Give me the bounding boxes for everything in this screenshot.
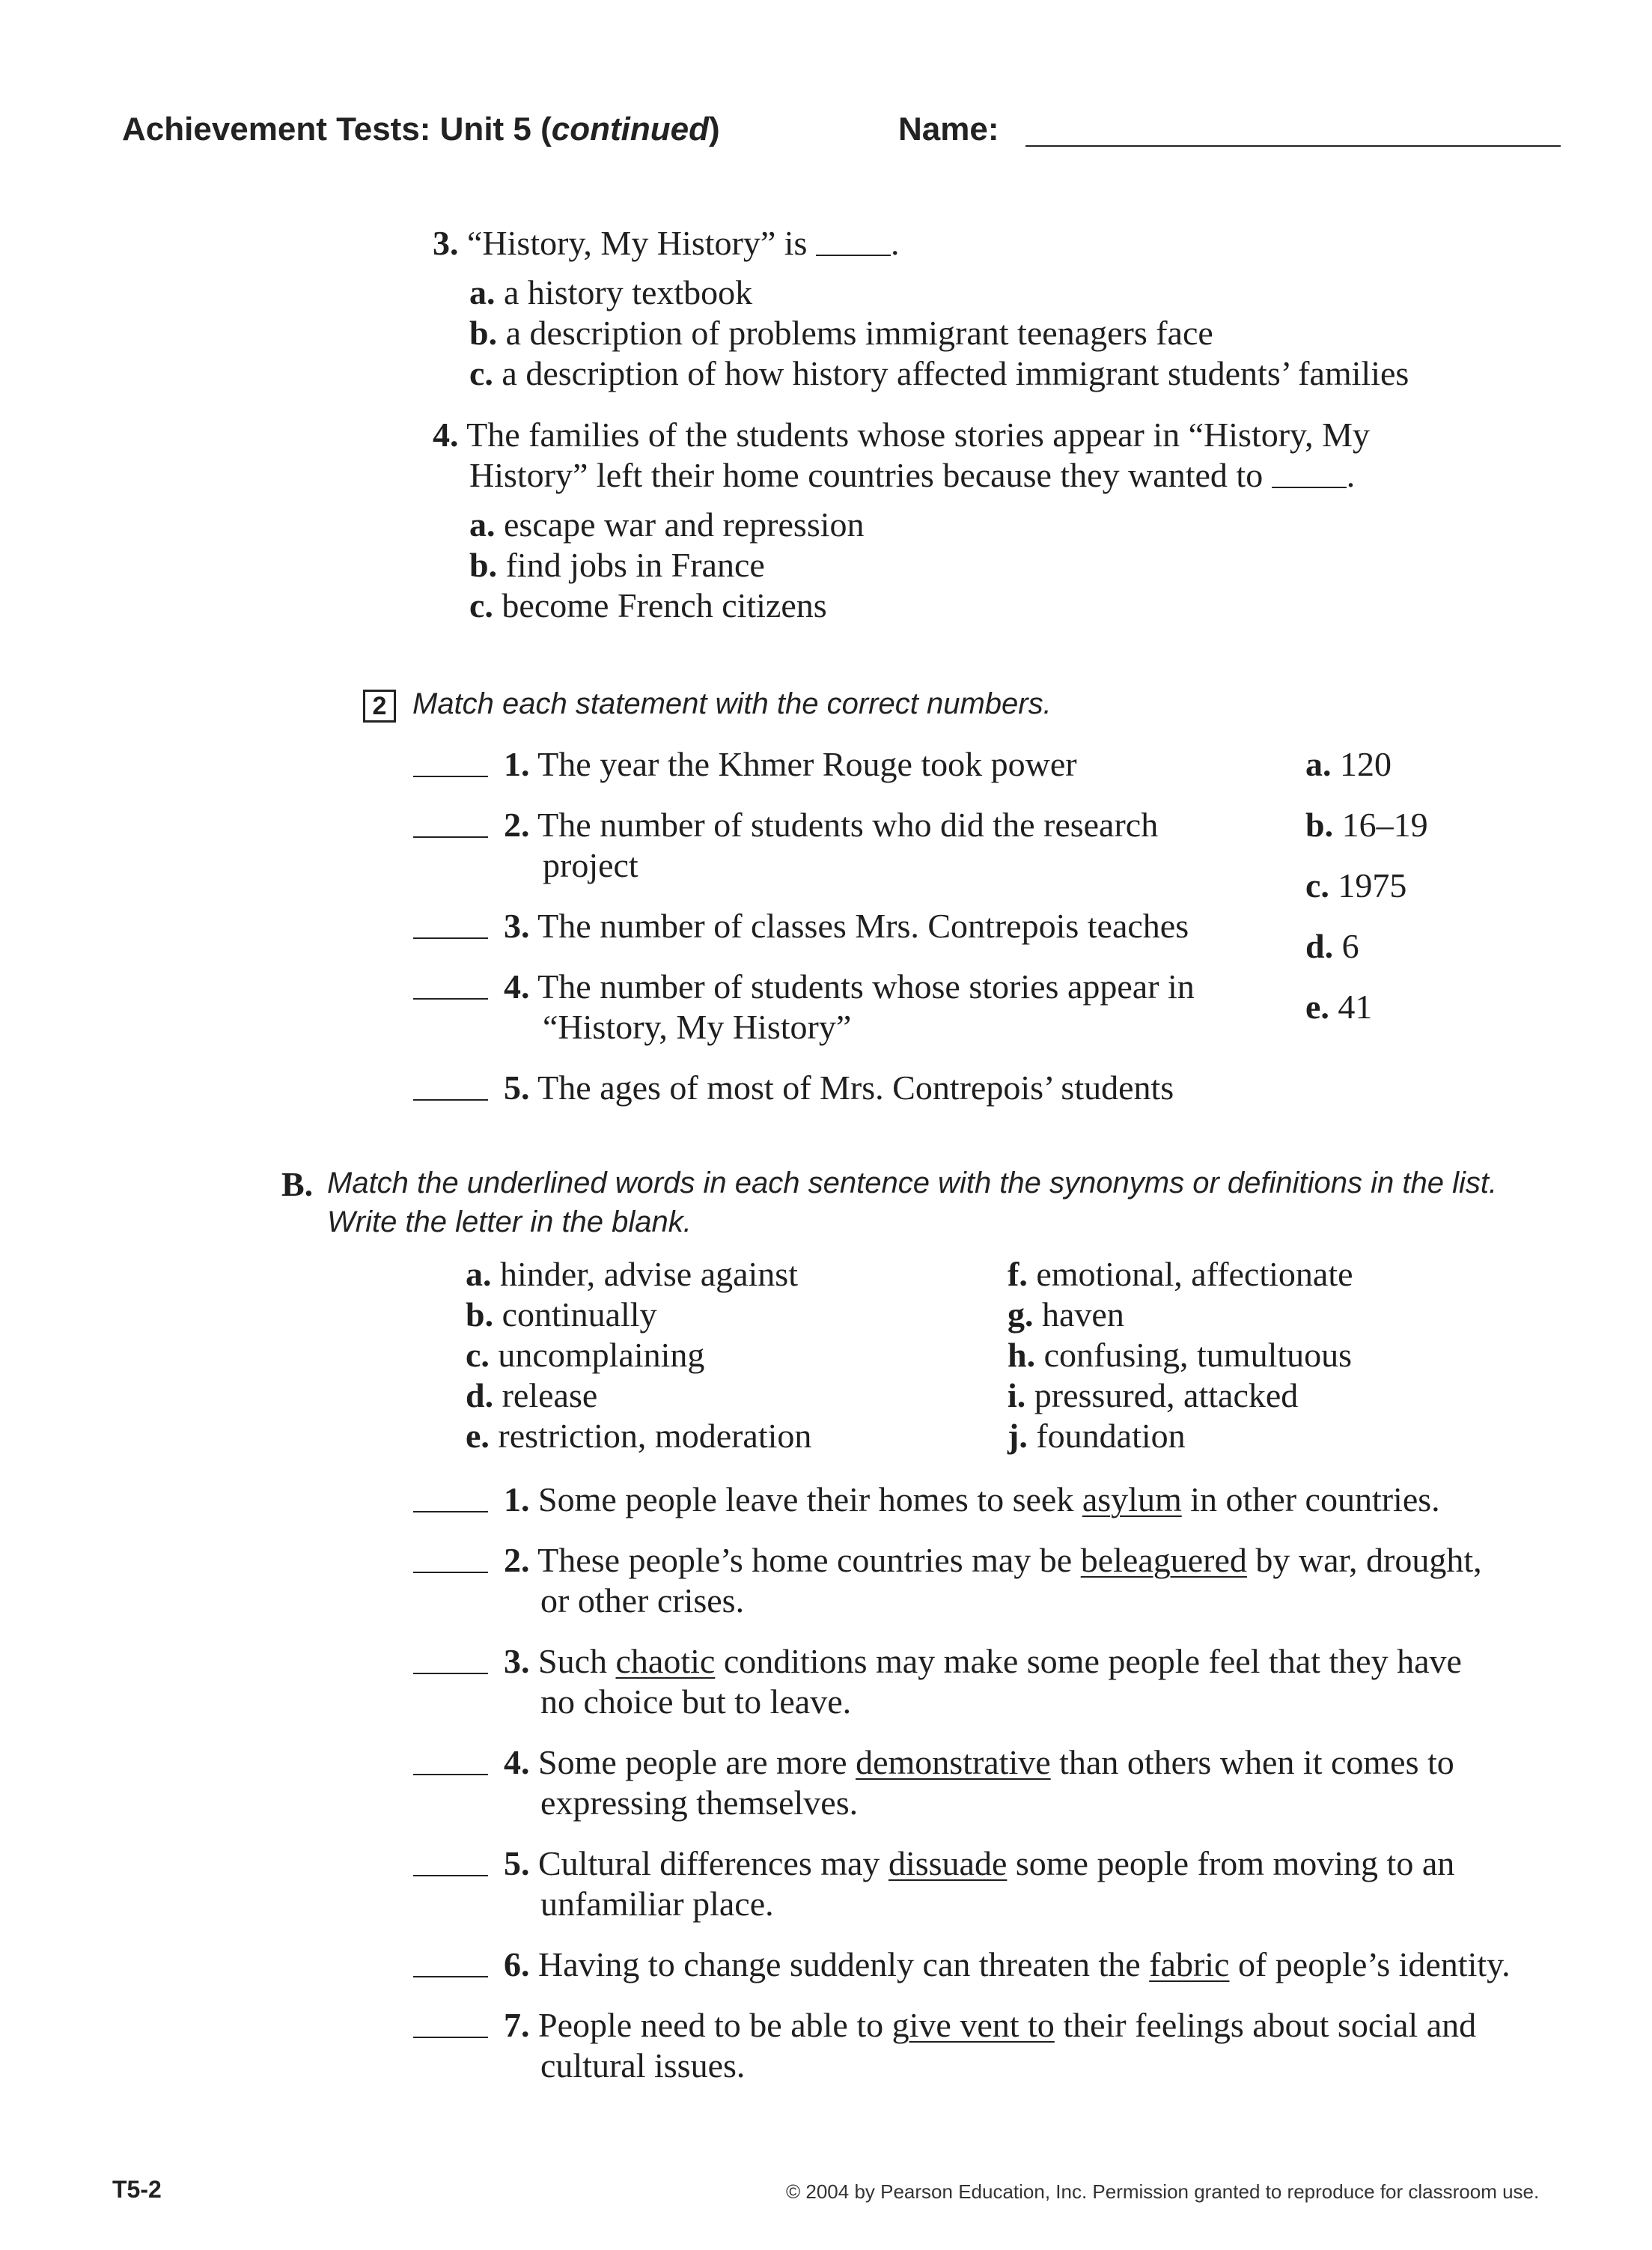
answer-e: e. 41 xyxy=(1305,988,1373,1026)
underlined-word: dissuade xyxy=(888,1844,1008,1882)
definition-j: j. foundation xyxy=(1008,1417,1186,1455)
definition-f: f. emotional, affectionate xyxy=(1008,1255,1353,1293)
underlined-word: chaotic xyxy=(615,1642,716,1680)
part-2-number-box: 2 xyxy=(363,690,396,723)
question-4-line2: History” left their home countries because they wanted to . xyxy=(469,456,1356,494)
answer-blank[interactable] xyxy=(413,1875,488,1876)
statement-5: 5. The ages of most of Mrs. Contrepois’ students xyxy=(504,1068,1174,1107)
underlined-word: asylum xyxy=(1082,1480,1182,1518)
definition-h: h. confusing, tumultuous xyxy=(1008,1336,1353,1374)
definition-b: b. continually xyxy=(466,1295,657,1334)
copyright-notice: © 2004 by Pearson Education, Inc. Permission granted to reproduce for classroom use. xyxy=(786,2180,1540,2203)
sentence-2-line2: or other crises. xyxy=(540,1581,745,1620)
option-4c: c. become French citizens xyxy=(469,586,827,624)
underlined-word: demonstrative xyxy=(856,1743,1051,1781)
title-continued: continued xyxy=(551,111,709,148)
definition-d: d. release xyxy=(466,1376,598,1414)
answer-blank[interactable] xyxy=(413,836,488,838)
underlined-word: beleaguered xyxy=(1080,1541,1247,1579)
answer-b: b. 16–19 xyxy=(1305,806,1428,844)
answer-blank[interactable] xyxy=(816,232,891,256)
answer-c: c. 1975 xyxy=(1305,866,1407,904)
question-4: 4. The families of the students whose stories appear in “History, My xyxy=(433,416,1370,454)
definition-a: a. hinder, advise against xyxy=(466,1255,798,1293)
answer-d: d. 6 xyxy=(1305,927,1359,965)
title-close: ) xyxy=(708,111,720,148)
answer-blank[interactable] xyxy=(413,1572,488,1573)
definition-i: i. pressured, attacked xyxy=(1008,1376,1299,1414)
sentence-7: 7. People need to be able to give vent to their feelings about social and xyxy=(504,2006,1477,2044)
answer-blank[interactable] xyxy=(413,1511,488,1512)
answer-blank[interactable] xyxy=(413,1099,488,1101)
answer-blank[interactable] xyxy=(413,1673,488,1674)
definition-c: c. uncomplaining xyxy=(466,1336,705,1374)
answer-blank[interactable] xyxy=(413,1976,488,1977)
sentence-2: 2. These people’s home countries may be beleaguered by war, drought, xyxy=(504,1541,1482,1579)
option-3c: c. a description of how history affected immigrant students’ families xyxy=(469,354,1409,392)
sentence-5: 5. Cultural differences may dissuade some people from moving to an xyxy=(504,1844,1455,1882)
option-3b: b. a description of problems immigrant teenagers face xyxy=(469,314,1213,352)
definition-g: g. haven xyxy=(1008,1295,1124,1334)
sentence-1: 1. Some people leave their homes to seek asylum in other countries. xyxy=(504,1480,1440,1518)
answer-blank[interactable] xyxy=(413,1774,488,1775)
question-3: 3. “History, My History” is . xyxy=(433,224,900,262)
answer-a: a. 120 xyxy=(1305,745,1392,783)
sentence-7-line2: cultural issues. xyxy=(540,2046,746,2085)
title-text: Achievement Tests: Unit 5 ( xyxy=(122,111,552,148)
option-3a: a. a history textbook xyxy=(469,273,753,311)
sentence-3: 3. Such chaotic conditions may make some people feel that they have xyxy=(504,1642,1462,1680)
statement-2: 2. The number of students who did the research xyxy=(504,806,1159,844)
name-field-line[interactable] xyxy=(1025,145,1561,147)
section-b-instruction-line2: Write the letter in the blank. xyxy=(327,1205,692,1238)
statement-4: 4. The number of students whose stories appear in xyxy=(504,967,1195,1006)
sentence-6: 6. Having to change suddenly can threaten the fabric of people’s identity. xyxy=(504,1945,1511,1983)
sentence-5-line2: unfamiliar place. xyxy=(540,1885,774,1923)
answer-blank[interactable] xyxy=(413,776,488,777)
page-code: T5-2 xyxy=(112,2176,162,2203)
option-4a: a. escape war and repression xyxy=(469,505,865,544)
statement-3: 3. The number of classes Mrs. Contrepois teaches xyxy=(504,907,1189,945)
name-label: Name: xyxy=(898,111,999,148)
underlined-word: give vent to xyxy=(891,2006,1055,2044)
sentence-3-line2: no choice but to leave. xyxy=(540,1682,852,1721)
answer-blank[interactable] xyxy=(413,2037,488,2038)
option-4b: b. find jobs in France xyxy=(469,546,765,584)
statement-1: 1. The year the Khmer Rouge took power xyxy=(504,745,1077,783)
answer-blank[interactable] xyxy=(413,937,488,939)
answer-blank[interactable] xyxy=(413,998,488,1000)
page-title xyxy=(122,111,720,148)
section-b-instruction: Match the underlined words in each sentence with the synonyms or definitions in the list. xyxy=(327,1167,1498,1200)
sentence-4: 4. Some people are more demonstrative than others when it comes to xyxy=(504,1743,1454,1781)
section-b-label: B. xyxy=(281,1165,314,1203)
definition-e: e. restriction, moderation xyxy=(466,1417,812,1455)
answer-blank[interactable] xyxy=(1272,464,1347,488)
underlined-word: fabric xyxy=(1149,1945,1230,1983)
statement-2-line2: project xyxy=(543,846,638,884)
statement-4-line2: “History, My History” xyxy=(543,1008,852,1046)
part-2-instruction: Match each statement with the correct numbers. xyxy=(412,687,1052,720)
sentence-4-line2: expressing themselves. xyxy=(540,1784,859,1822)
